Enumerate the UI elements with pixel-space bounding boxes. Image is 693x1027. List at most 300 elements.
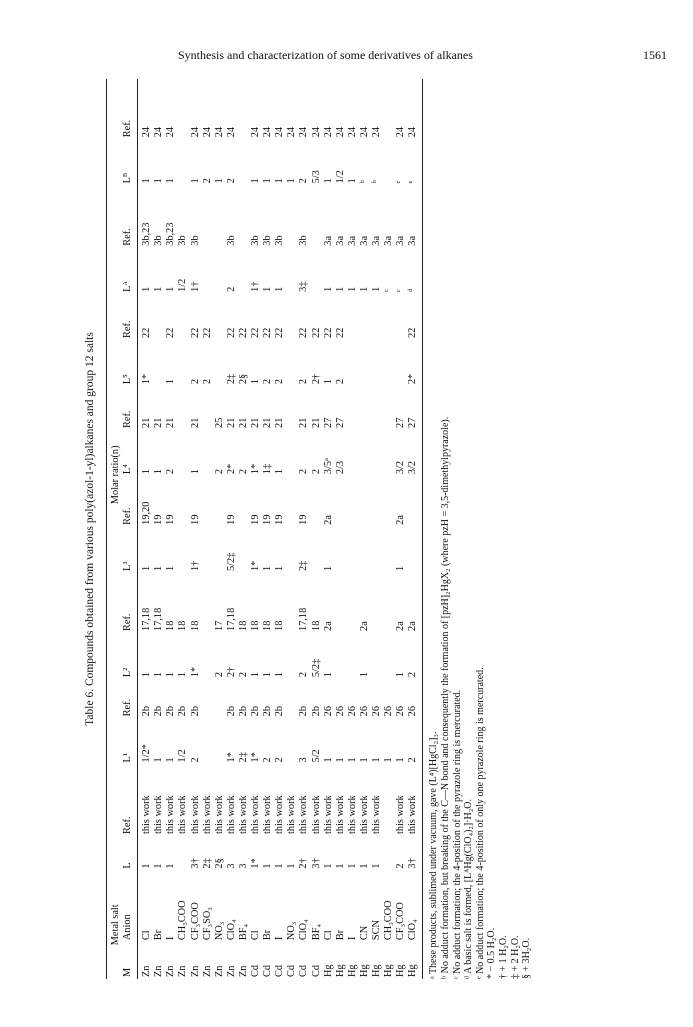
table-cell: this work <box>153 795 165 834</box>
table-cell: 2 <box>225 178 237 184</box>
table-cell: 3a <box>322 235 334 246</box>
table-cell: 22 <box>298 327 310 338</box>
table-cell: 2 <box>407 718 423 764</box>
table-cell: 1‡ <box>262 463 274 475</box>
table-cell: I <box>274 936 286 941</box>
table-cell: 2b <box>189 706 201 717</box>
table-cell: Zn <box>237 965 249 977</box>
table-cell <box>383 476 395 527</box>
compounds-table <box>106 79 423 979</box>
table-cell: 1 <box>322 178 334 184</box>
table-cell: 22 <box>141 327 153 338</box>
table-row <box>250 79 262 979</box>
table-row <box>395 79 407 979</box>
table-cell: Cd <box>310 964 322 977</box>
table-cell: ᵉ <box>407 139 423 185</box>
table-cell: 18 <box>189 620 201 631</box>
table-cell: NO₃ <box>286 921 298 941</box>
table-cell: 1 <box>189 468 201 475</box>
table-cell: 17,18 <box>153 607 165 631</box>
table-cell: CH₃COO <box>383 900 395 941</box>
table-cell: 22 <box>237 327 249 338</box>
table-cell <box>371 476 383 527</box>
table-cell: 1 <box>262 565 274 571</box>
table-row <box>347 79 359 979</box>
table-cell: 1 <box>213 178 225 184</box>
table-cell <box>153 340 165 386</box>
table-cell: 3b <box>262 235 274 246</box>
table-cell: this work <box>141 795 153 834</box>
table-cell: 1 <box>250 378 262 385</box>
table-cell: 18 <box>310 620 322 631</box>
table-cell: 19 <box>274 514 286 525</box>
table-cell: 2b <box>237 706 249 717</box>
table-cell: 24 <box>407 79 423 139</box>
column-header: L¹ <box>122 718 138 764</box>
table-cell <box>214 248 226 294</box>
table-cell: Cd <box>262 964 274 977</box>
table-cell: this work <box>407 764 423 836</box>
table-cell <box>214 476 226 527</box>
table-cell: this work <box>213 795 225 834</box>
table-cell: 1 <box>334 757 346 763</box>
table-cell: 2b <box>298 706 310 717</box>
table-cell: CF₃COO <box>395 902 407 941</box>
footnote: † + 1 H₂O. <box>497 935 509 979</box>
page-header <box>0 48 693 68</box>
table-cell: 1 <box>262 671 274 678</box>
table-cell: 1 <box>322 863 334 869</box>
table-cell <box>202 430 214 476</box>
table-cell: 26 <box>383 706 395 717</box>
table-cell: 3/2 <box>395 460 407 475</box>
table-cell <box>359 527 371 573</box>
table-cell <box>286 248 298 294</box>
table-cell: 1 <box>189 178 201 184</box>
table-cell: ᶜ <box>395 289 407 292</box>
table-cell: CH₃COO <box>177 900 189 941</box>
table-cell: 2* <box>407 340 423 386</box>
table-cell: 21 <box>250 417 262 428</box>
table-cell: 2a <box>322 515 334 525</box>
table-cell: this work <box>370 795 382 834</box>
table-cell: 1 <box>165 178 177 184</box>
table-cell: Hg <box>334 964 346 977</box>
table-cell: 17,18 <box>225 607 237 631</box>
table-cell: 2 <box>262 378 274 385</box>
table-row <box>202 79 214 979</box>
table-cell <box>347 527 359 573</box>
table-cell <box>359 386 371 430</box>
table-cell: 2 <box>298 468 310 475</box>
table-cell: 1 <box>141 671 153 678</box>
table-cell <box>371 633 383 679</box>
table-cell: 1 <box>334 863 346 869</box>
table-cell: 5/3 <box>310 170 322 184</box>
table-cell <box>383 340 395 386</box>
footnote: * − 0.5 H₂O. <box>486 927 498 979</box>
table-cell: 3a <box>407 185 423 247</box>
table-cell: 1† <box>189 560 201 571</box>
table-cell: Zn <box>141 965 153 977</box>
table-row <box>138 79 154 979</box>
column-header: M <box>122 942 138 979</box>
table-cell <box>347 573 359 633</box>
table-row <box>262 79 274 979</box>
table-cell: 1* <box>141 373 153 385</box>
table-cell: 19 <box>153 514 165 525</box>
table-cell: ClO₄ <box>225 919 237 941</box>
table-cell: 2/3 <box>334 460 346 475</box>
table-cell: 1 <box>153 286 165 292</box>
table-row <box>371 79 383 979</box>
table-cell: ᵇ <box>358 180 370 184</box>
table-cell <box>395 294 407 340</box>
table-cell: 22 <box>262 327 274 338</box>
table-cell: 2 <box>274 378 286 385</box>
table-cell: 2§ <box>213 858 225 869</box>
table-cell: 27 <box>395 417 407 428</box>
table-cell: 1 <box>262 863 274 869</box>
table-cell: 1* <box>250 858 262 869</box>
table-cell: Zn <box>213 965 225 977</box>
table-cell: 2 <box>213 468 225 475</box>
table-cell: 24 <box>250 126 262 138</box>
table-cell: 2 <box>310 468 322 475</box>
table-caption: Table 6. Compounds obtained from various poly(azol-1-yl)alkanes and group 12 salts <box>84 332 96 726</box>
table-cell <box>347 633 359 679</box>
table-cell: 2‡ <box>201 858 213 869</box>
table-cell: 2† <box>225 666 237 678</box>
table-cell: 27 <box>334 417 346 428</box>
table-cell: 2 <box>274 757 286 763</box>
table-cell: 18 <box>177 620 189 631</box>
table-cell: CF₃COO <box>189 902 201 941</box>
table-cell: Zn <box>165 965 177 977</box>
table-cell: 17,18 <box>298 607 310 631</box>
table-cell <box>383 139 395 185</box>
table-cell: 1 <box>165 757 177 763</box>
table-cell <box>177 79 189 139</box>
table-cell: 1 <box>165 286 177 292</box>
table-cell: 3b <box>250 235 262 246</box>
table-cell <box>383 294 395 340</box>
column-header: L <box>122 836 138 871</box>
table-cell <box>177 476 189 527</box>
table-cell: 22 <box>165 327 177 338</box>
table-cell: 3b,23 <box>141 222 153 246</box>
table-cell: 1 <box>358 757 370 763</box>
table-cell <box>347 294 359 340</box>
molar-ratio-group-header: Molar ratio(n) <box>107 79 123 871</box>
table-cell: this work <box>262 795 274 834</box>
page-number: 1561 <box>643 48 667 62</box>
table-row <box>335 79 347 979</box>
table-cell: ClO₄ <box>407 871 423 943</box>
table-cell: ᵇ <box>370 180 382 184</box>
table-cell <box>214 294 226 340</box>
table-cell: 3† <box>189 858 201 869</box>
table-cell: 3† <box>407 836 423 871</box>
table-cell <box>177 340 189 386</box>
table-cell: Br <box>334 929 346 941</box>
table-cell <box>311 476 323 527</box>
table-row <box>311 79 323 979</box>
table-cell <box>286 386 298 430</box>
table-cell: 1 <box>250 178 262 184</box>
table-cell: Zn <box>201 965 213 977</box>
table-cell: 1 <box>322 565 334 571</box>
table-cell: 24 <box>322 126 334 138</box>
table-cell: 17,18 <box>141 607 153 631</box>
footnote: ᵇ No adduct formation, but breaking of the C—N bond and consequently the formation of [pzH]₂HgX₂ (where pzH = 3,5-dimethylpyrazole). <box>439 416 451 979</box>
table-cell <box>347 340 359 386</box>
table-cell <box>335 476 347 527</box>
table-cell <box>286 294 298 340</box>
table-cell <box>286 718 298 764</box>
table-cell <box>286 573 298 633</box>
table-cell <box>202 718 214 764</box>
table-cell: SCN <box>370 920 382 941</box>
table-cell <box>214 718 226 764</box>
table-cell <box>311 527 323 573</box>
table-cell: this work <box>334 795 346 834</box>
table-cell: 1 <box>322 757 334 763</box>
table-cell: 3a <box>334 235 346 246</box>
table-cell <box>383 633 395 679</box>
table-cell <box>202 633 214 679</box>
table-cell <box>383 836 395 871</box>
table-cell: 26 <box>395 706 407 717</box>
footnote: ᵉ No adduct formation; the 4-position of only one pyrazole ring is mercurated. <box>474 667 486 979</box>
table-cell: 2 <box>225 286 237 292</box>
footnote: ᵃ These products, sublimed under vacuum, gave (L⁴)[HgCl₂]₃. <box>428 731 440 979</box>
table-cell: this work <box>189 795 201 834</box>
table-cell: 1 <box>141 286 153 292</box>
table-cell: 2 <box>201 178 213 184</box>
table-cell: 2a <box>395 621 407 631</box>
table-cell <box>347 386 359 430</box>
table-cell <box>395 340 407 386</box>
table-cell: 3a <box>358 235 370 246</box>
table-cell <box>371 340 383 386</box>
table-cell <box>214 679 226 718</box>
table-cell: 3a <box>383 235 395 246</box>
table-cell: 1 <box>177 671 189 678</box>
table-cell: Cd <box>298 964 310 977</box>
table-cell: 1* <box>225 752 237 763</box>
table-cell <box>202 185 214 247</box>
table-cell: 21 <box>310 417 322 428</box>
table-cell <box>371 573 383 633</box>
table-cell: 22 <box>310 327 322 338</box>
table-cell <box>371 527 383 573</box>
table-row <box>238 79 250 979</box>
table-cell: 1 <box>395 565 407 571</box>
table-cell: 1/2* <box>141 744 153 763</box>
table-cell: 19 <box>225 514 237 525</box>
table-cell <box>238 248 250 294</box>
table-cell: Hg <box>383 964 395 977</box>
table-cell: 2† <box>310 373 322 385</box>
table-cell: 2§ <box>237 373 249 385</box>
table-cell <box>177 836 189 871</box>
column-header: Ref. <box>122 294 138 340</box>
table-footnotes <box>428 79 532 979</box>
table-cell: I <box>346 936 358 941</box>
table-cell: 2 <box>213 671 225 678</box>
table-cell: Hg <box>322 964 334 977</box>
table-cell: 1 <box>165 863 177 869</box>
table-cell <box>383 764 395 836</box>
table-cell: 1 <box>286 178 298 184</box>
table-cell: 3a <box>370 235 382 246</box>
table-cell: 1 <box>262 286 274 292</box>
table-cell: 21 <box>298 417 310 428</box>
table-cell: 22 <box>189 327 201 338</box>
table-cell: 26 <box>358 706 370 717</box>
table-cell: BF₄ <box>310 923 322 941</box>
table-cell <box>383 430 395 476</box>
table-cell: this work <box>286 795 298 834</box>
table-cell <box>286 679 298 718</box>
table-cell: 22 <box>201 327 213 338</box>
table-cell <box>286 340 298 386</box>
table-cell: 2 <box>298 178 310 184</box>
table-cell: 2 <box>407 633 423 679</box>
table-cell: this work <box>201 795 213 834</box>
table-cell: 1 <box>165 565 177 571</box>
table-cell <box>383 386 395 430</box>
table-cell: 3a <box>346 235 358 246</box>
table-cell: 1 <box>274 178 286 184</box>
table-cell: 2 <box>395 863 407 869</box>
table-cell <box>214 527 226 573</box>
table-cell: 3b <box>153 235 165 246</box>
table-cell <box>238 139 250 185</box>
table-cell <box>359 430 371 476</box>
table-cell <box>238 527 250 573</box>
footnote: ‡ + 2 H₂O. <box>509 935 521 979</box>
table-cell: 1/2 <box>334 170 346 184</box>
table-cell <box>202 527 214 573</box>
table-cell: 3a <box>395 235 407 246</box>
table-cell: this work <box>250 795 262 834</box>
table-cell: 3‡ <box>298 281 310 292</box>
column-header: Ref. <box>122 764 138 836</box>
table-cell <box>177 386 189 430</box>
table-cell <box>286 185 298 247</box>
table-cell: 24 <box>286 126 298 138</box>
table-cell: 1 <box>370 286 382 292</box>
column-header: Lᴬ <box>122 248 138 294</box>
table-cell: 1 <box>346 178 358 184</box>
table-cell <box>359 476 371 527</box>
table-cell: 24 <box>310 126 322 138</box>
table-cell: 1 <box>346 286 358 292</box>
table-cell: 2b <box>177 706 189 717</box>
table-cell: 18 <box>274 620 286 631</box>
table-cell: Cl <box>141 930 153 941</box>
table-cell: Hg <box>346 964 358 977</box>
table-cell: 1 <box>322 286 334 292</box>
table-cell: 19,20 <box>141 501 153 525</box>
table-cell: 26 <box>334 706 346 717</box>
table-cell: this work <box>225 795 237 834</box>
table-cell <box>407 527 423 573</box>
table-cell: 26 <box>407 679 423 718</box>
table-cell <box>214 340 226 386</box>
table-cell: 24 <box>141 126 153 138</box>
table-cell: 1 <box>286 863 298 869</box>
table-cell: 2 <box>189 378 201 385</box>
table-cell <box>311 248 323 294</box>
table-row <box>214 79 226 979</box>
table-cell: Hg <box>358 964 370 977</box>
table-cell: 21 <box>225 417 237 428</box>
table-cell: 2a <box>358 621 370 631</box>
table-cell: 1 <box>262 178 274 184</box>
table-cell <box>202 679 214 718</box>
table-cell: 24 <box>395 126 407 138</box>
table-cell: 1 <box>322 378 334 385</box>
table-cell: Hg <box>395 964 407 977</box>
table-row <box>177 79 189 979</box>
table-cell: 1† <box>250 281 262 292</box>
table-cell: 22 <box>322 327 334 338</box>
table-cell <box>177 139 189 185</box>
table-cell: 2b <box>225 706 237 717</box>
column-header: Ref. <box>122 185 138 247</box>
table-cell: 1 <box>346 863 358 869</box>
table-cell: 3b <box>177 235 189 246</box>
table-cell: I <box>165 936 177 941</box>
table-cell: 1 <box>358 863 370 869</box>
table-cell: 1/2 <box>177 278 189 292</box>
table-cell <box>286 527 298 573</box>
table-cell: ᵈ <box>407 248 423 294</box>
table-row <box>190 79 202 979</box>
table-cell: 24 <box>213 126 225 138</box>
table-cell: 24 <box>298 126 310 138</box>
table-cell: 1 <box>322 671 334 678</box>
table-cell: 1 <box>395 671 407 678</box>
table-cell: 2b <box>165 706 177 717</box>
table-cell: 19 <box>250 514 262 525</box>
running-title: Synthesis and characterization of some derivatives of alkanes <box>178 48 473 62</box>
table-cell <box>359 294 371 340</box>
table-cell: 1 <box>141 863 153 869</box>
column-header: L² <box>122 633 138 679</box>
table-cell: 2‡ <box>298 560 310 571</box>
table-cell <box>177 527 189 573</box>
table-cell: CF₃SO₃ <box>201 907 213 941</box>
column-header: L⁴ <box>122 430 138 476</box>
table-cell: 1 <box>141 565 153 571</box>
table-cell: 24 <box>346 126 358 138</box>
table-cell: 5/2‡ <box>310 658 322 678</box>
table-cell: this work <box>346 795 358 834</box>
table-cell: 2b <box>250 706 262 717</box>
table-row <box>323 79 335 979</box>
table-cell: 1† <box>189 281 201 292</box>
column-header: Ref. <box>122 79 138 139</box>
table-cell <box>383 573 395 633</box>
table-cell: 24 <box>358 126 370 138</box>
table-cell: 21 <box>237 417 249 428</box>
table-cell <box>371 430 383 476</box>
table-cell: this work <box>298 795 310 834</box>
